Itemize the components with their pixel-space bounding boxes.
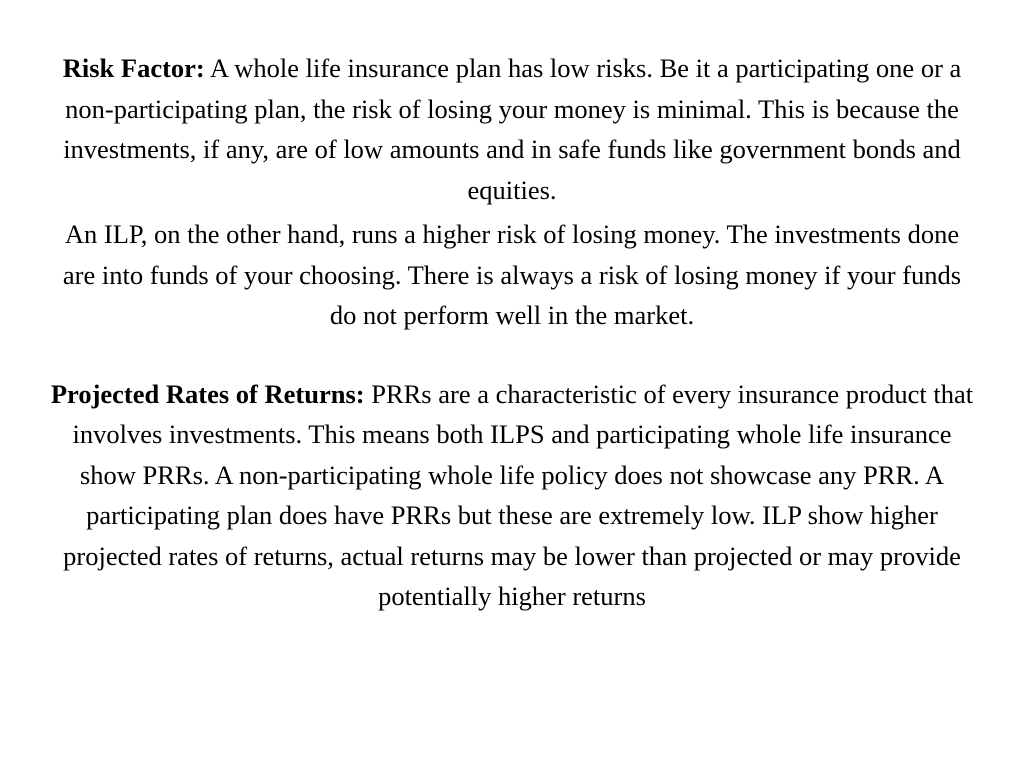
slide-content	[50, 48, 974, 617]
risk-factor-heading: Risk Factor:	[62, 53, 205, 83]
ilp-risk-paragraph: An ILP, on the other hand, runs a higher risk of losing money. The investments done are into funds of your choosing. There is always a risk of losing money if your funds do not perform well in the market.	[62, 219, 962, 330]
risk-factor-paragraph	[50, 48, 974, 210]
projected-returns-text: PRRs are a characteristic of every insurance product that involves investments. This means both ILPS and participating whole life insurance show PRRs. A non-participating whole life policy does not showcase any PRR. A participating plan does have PRRs but these are extremely low. ILP show higher projected rates of returns, actual returns may be lower than projected or may provide potentially higher returns	[63, 378, 974, 611]
risk-factor-text: A whole life insurance plan has low risks. Be it a participating one or a non-participating plan, the risk of losing your money is minimal. This is because the investments, if any, are of low amounts and in safe funds like government bonds and equities.	[63, 53, 962, 205]
projected-returns-paragraph	[50, 374, 974, 617]
projected-returns-heading: Projected Rates of Returns:	[50, 378, 365, 409]
section-spacer	[50, 336, 974, 374]
